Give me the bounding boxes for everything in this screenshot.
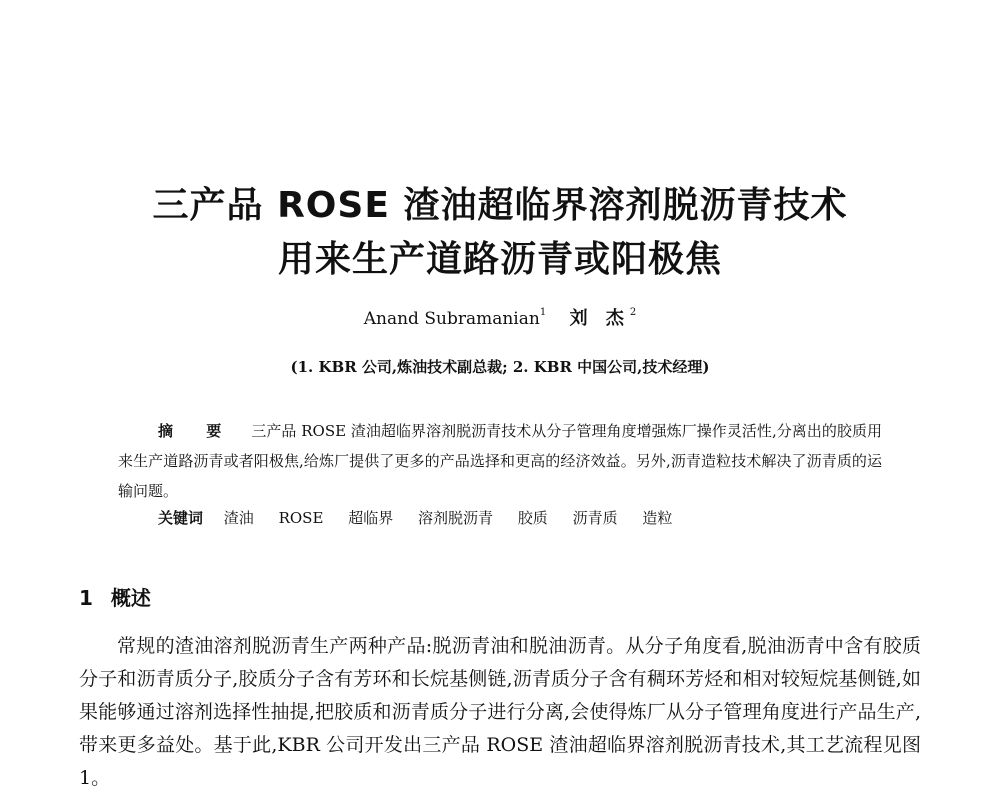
keyword: 造粒 xyxy=(642,509,673,527)
keywords-block xyxy=(118,503,882,533)
section-1-number: 1 xyxy=(79,586,93,610)
author-line xyxy=(0,307,1000,331)
author-1-name: Anand Subramanian xyxy=(363,309,540,329)
author-2-name: 刘 杰 xyxy=(569,308,630,329)
section-1-title: 概述 xyxy=(110,586,151,610)
keywords-label: 关键词 xyxy=(158,509,204,527)
keyword: 沥青质 xyxy=(572,509,618,527)
keyword: 渣油 xyxy=(223,509,254,527)
paper-title-line-2: 用来生产道路沥青或阳极焦 xyxy=(277,239,722,280)
paper-title-line-1: 三产品 ROSE 渣油超临界溶剂脱沥青技术 xyxy=(152,185,848,226)
author-affiliations: (1. KBR 公司,炼油技术副总裁; 2. KBR 中国公司,技术经理) xyxy=(290,358,710,376)
keyword: 溶剂脱沥青 xyxy=(418,509,494,527)
abstract-text: 三产品 ROSE 渣油超临界溶剂脱沥青技术从分子管理角度增强炼厂操作灵活性,分离出的胶质用来生产道路沥青或者阳极焦,给炼厂提供了更多的产品选择和更高的经济效益。另外,沥青造粒技术解决了沥青质的运输问题。 xyxy=(118,422,882,500)
section-1-paragraph: 常规的渣油溶剂脱沥青生产两种产品:脱沥青油和脱油沥青。从分子角度看,脱油沥青中含有胶质分子和沥青质分子,胶质分子含有芳环和长烷基侧链,沥青质分子含有稠环芳烃和相对较短烷基侧链,如果能够通过溶剂选择性抽提,把胶质和沥青质分子进行分离,会使得炼厂从分子管理角度进行产品生产,带来更多益处。基于此,KBR 公司开发出三产品 ROSE 渣油超临界溶剂脱沥青技术,其工艺流程见图 1。 xyxy=(79,635,921,789)
section-1-heading xyxy=(79,584,151,612)
abstract-label: 摘 要 xyxy=(158,422,236,440)
keyword: ROSE xyxy=(278,509,324,527)
author-1-affiliation-mark: 1 xyxy=(539,307,547,318)
author-2-affiliation-mark: 2 xyxy=(629,307,637,318)
abstract-block xyxy=(118,416,882,506)
keyword: 胶质 xyxy=(517,509,548,527)
keyword: 超临界 xyxy=(348,509,394,527)
